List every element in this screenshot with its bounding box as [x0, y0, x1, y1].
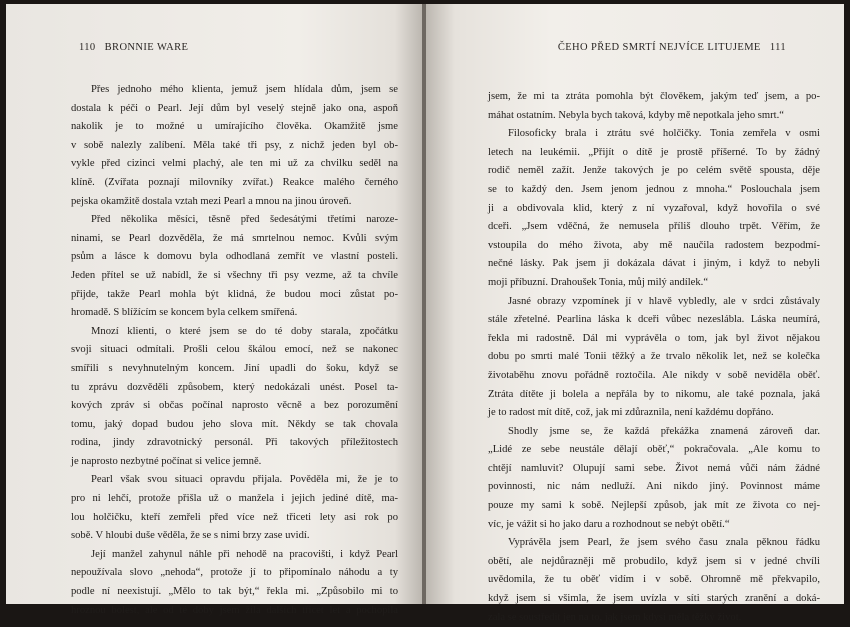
left-page-body [71, 81, 398, 620]
text-line: Jasné obrazy vzpomínek jí v hlavě vybledly, ale v srdci zůstávaly [508, 295, 820, 307]
text-line: je naprosto nezbytné počínat si velice jemně. [71, 455, 262, 467]
text-line: psům a lásce k domovu byla odhodlaná zemřít ve vlastní posteli. [71, 251, 398, 263]
text-line: moji příbuzní. Drahoušek Tonia, můj milý andílek.“ [488, 276, 709, 288]
text-line: když jsem si všimla, že jsem uvízla v síti starých zranění a doká- [488, 593, 820, 605]
text-line: Ztráta dítěte ji bolela a nepřála by to nikomu, ale také poznala, jaká [488, 388, 820, 400]
text-line: smířili s nevyhnutelným koncem. Jiní upadli do šoku, když se [71, 362, 398, 374]
text-line: v sobě nalezly zalíbení. Měla také tři psy, z nichž jeden byl ob- [71, 139, 398, 151]
text-line: klíně. (Zvířata poznají milovníky zvířat.) Reakce malého černého [71, 176, 398, 188]
text-line: pro ni lehčí, protože přišla už o manžela i jejich jediné dítě, ma- [71, 493, 398, 505]
text-line: je to radost mít dítě, což, jak mi zdůraznila, není každému dopřáno. [488, 407, 774, 419]
text-line: tomu, jaký dopad budou jeho slova mít. Někdy se tak chovala [71, 418, 398, 430]
text-line: dostala k péči o Pearl. Její dům byl veselý stejně jako ona, aspoň [71, 102, 398, 114]
text-line: stále zřetelné. Pearlina láska k dceři vůbec nezeslábla. Láska neumírá, [488, 314, 820, 326]
text-line: dobu po smrti malé Tonii těžký a že trvalo několik let, než se kolečka [488, 351, 820, 363]
text-line: hromadě. S blížícím se koncem byla celkem smířená. [71, 307, 298, 319]
book-spread [6, 4, 844, 623]
left-running-head: BRONNIE WARE [104, 42, 189, 53]
right-page [426, 4, 844, 623]
text-line: nakolik je to možné u umírajícího člověka. Okamžitě jsme [71, 121, 398, 133]
text-line: Před několika měsíci, těsně před šedesátými třetími naroze- [91, 214, 398, 226]
text-line: Její manžel zahynul náhle při nehodě na pracovišti, i když Pearl [91, 548, 398, 560]
left-page-number: 110 [79, 42, 96, 53]
text-line: hroznou bolest, ale od té doby jsem žila dalších třicet let a pochopila [71, 604, 398, 616]
text-line: lou holčičku, kteří zemřeli před více než třiceti lety asi rok po [71, 511, 398, 523]
right-page-number: 111 [769, 42, 786, 53]
text-line: pouze my sami k sobě. Nejlepší způsob, jak mít ze života co nej- [488, 500, 820, 512]
text-line: povinnosti, nic nám nedluží. Ani nikdo jiný. Povinnost máme [488, 481, 820, 493]
text-line: životaběhu znovu pořádně roztočila. Ale nikdy v sobě neviděla oběť. [488, 369, 820, 381]
text-line: Mnozí klienti, o které jsem se do té doby starala, zpočátku [91, 325, 398, 337]
text-line: vykle před cizinci velmi plachý, ale ten mi už za chvilku seděl na [71, 158, 398, 170]
right-page-body [488, 88, 820, 627]
text-line: sobě. V hloubi duše věděla, že se s nimi brzy zase uvidí. [71, 530, 310, 542]
left-running-header [79, 42, 188, 53]
text-line: rodina, jindy zdravotnický personál. Při takových příležitostech [71, 437, 398, 449]
right-running-head: ČEHO PŘED SMRTÍ NEJVÍCE LITUJEME [557, 42, 761, 53]
text-line: zala se soustředit jen na to, jak jsem kdysi měla těžký život. [488, 611, 742, 623]
left-page [6, 4, 424, 616]
text-line: se to každý den. Jsem jenom jednou z mnoha.“ Poslouchala jsem [488, 183, 820, 195]
right-running-header [558, 42, 786, 53]
text-line: ninami, se Pearl dozvěděla, že má smrtelnou nemoc. Kvůli svým [71, 232, 398, 244]
text-line: vstoupila do mého života, aby mě naučila radostem bezpodmí- [488, 239, 820, 251]
text-line: víc, je vážit si ho jako daru a rozhodnout se nebýt obětí.“ [488, 518, 730, 530]
text-line: nepoužívala slovo „nehoda“, protože jí to připomínalo náhodu a ty [71, 567, 398, 579]
text-line: uvědomila, že tu oběť vidím i v sobě. Ohromně mě překvapilo, [488, 574, 820, 586]
text-line: pejska okamžitě dostala vztah mezi Pearl a mnou na jinou úroveň. [71, 195, 352, 207]
text-line: přijde, takže Pearl mohla být klidná, že budou moci zůstat po- [71, 288, 398, 300]
text-line: řekla mi radostně. Dál mi vyprávěla o tom, jak byl život nějakou [488, 332, 820, 344]
text-line: jsem, že mi ta ztráta pomohla být člověkem, jakým teď jsem, a po- [488, 91, 820, 102]
text-line: obětí, ale nejdůrazněji mě probudilo, když jsem si v jedné chvíli [488, 555, 820, 567]
text-line: dceři. „Jsem vděčná, že nemusela příliš dlouho trpět. Věřím, že [488, 221, 820, 233]
text-line: letech na leukémii. „Přijít o dítě je prostě příšerné. To by žádný [488, 146, 820, 158]
text-line: Vyprávěla jsem Pearl, že jsem svého času znala pěknou řádku [508, 537, 820, 549]
text-line: Pearl však svou situaci opravdu přijala. Pověděla mi, že je to [91, 474, 398, 486]
text-line: nečné lásky. Pak jsem ji dokázala dávat i jiným, i když to nebyli [488, 258, 820, 270]
text-line: ji a obdivovala klid, který z ní vyzařoval, když hovořila o své [488, 202, 820, 214]
text-line: Přes jednoho mého klienta, jemuž jsem hlídala dům, jsem se [91, 84, 398, 95]
text-line: chtějí namluvit? Olupují sami sebe. Život nemá vůči nám žádné [488, 462, 820, 474]
text-line: Filosoficky brala i ztrátu své holčičky. Tonia zemřela v osmi [508, 128, 820, 140]
text-line: „Lidé ze sebe neustále dělají oběť,“ pokračovala. „Ale komu to [488, 444, 820, 456]
text-line: máhat ostatním. Nebyla bych taková, kdyby mě nepotkala jeho smrt.“ [488, 109, 784, 121]
text-line: Shodly jsme se, že každá překážka znamená zároveň dar. [508, 425, 820, 437]
text-line: tu zprávu dozvěděli způsobem, který nedokázali unést. Posel ta- [71, 381, 398, 393]
text-line: svoji situaci odmítali. Prošli celou škálou emocí, než se nakonec [71, 344, 398, 356]
text-line: Jeden přítel se už nabídl, že si všechny tři psy vezme, až ta chvíle [71, 269, 398, 281]
text-line: rodič neměl zažít. Jenže takových je po celém světě spousta, děje [488, 165, 820, 177]
text-line: podle ní neexistují. „Mělo to tak být,“ řekla mi. „Způsobilo mi to [71, 586, 398, 598]
text-line: kových zpráv si občas počínal naprosto věcně a bez porozumění [71, 400, 398, 412]
